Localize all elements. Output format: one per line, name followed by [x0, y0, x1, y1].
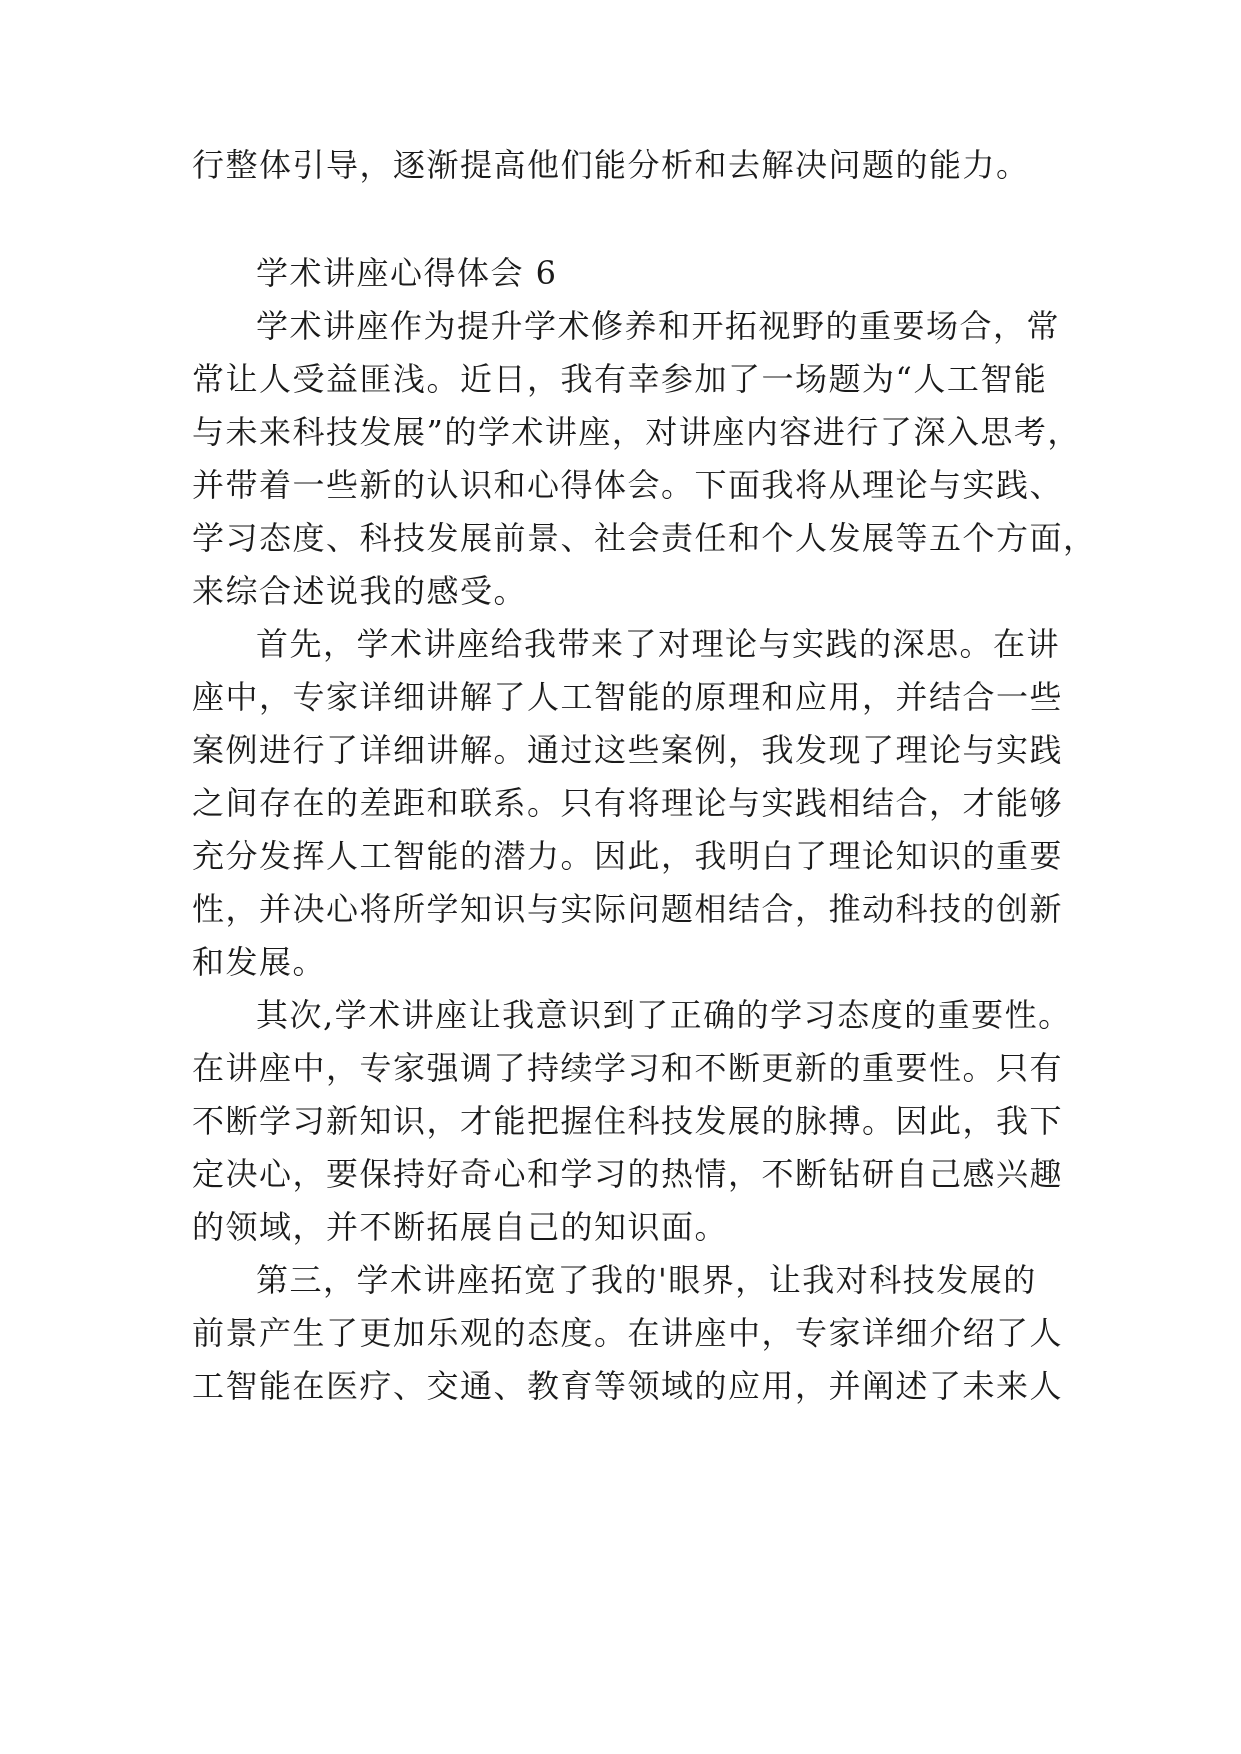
paragraph-4-line-1: 第三，学术讲座拓宽了我的'眼界，让我对科技发展的	[256, 1261, 1037, 1299]
paragraph-1-line-1: 学术讲座作为提升学术修养和开拓视野的重要场合，常	[256, 307, 1061, 345]
paragraph-1-line-6: 来综合述说我的感受。	[192, 572, 528, 610]
paragraph-3-line-4: 定决心，要保持好奇心和学习的热情，不断钻研自己感兴趣	[192, 1155, 1064, 1193]
paragraph-1-line-5: 学习态度、科技发展前景、社会责任和个人发展等五个方面，	[192, 519, 1097, 557]
paragraph-1-line-2: 常让人受益匪浅。近日，我有幸参加了一场题为“人工智能	[192, 360, 1048, 398]
paragraph-3-line-2: 在讲座中，专家强调了持续学习和不断更新的重要性。只有	[192, 1049, 1064, 1087]
paragraph-2-line-7: 和发展。	[192, 943, 327, 981]
paragraph-1-line-3: 与未来科技发展”的学术讲座，对讲座内容进行了深入思考，	[192, 413, 1081, 451]
paragraph-3-line-5: 的领域，并不断拓展自己的知识面。	[192, 1208, 729, 1246]
paragraph-3-line-3: 不断学习新知识，才能把握住科技发展的脉搏。因此，我下	[192, 1102, 1064, 1140]
paragraph-1-line-4: 并带着一些新的认识和心得体会。下面我将从理论与实践、	[192, 466, 1064, 504]
section-title: 学术讲座心得体会 6	[256, 254, 558, 292]
previous-paragraph-tail: 行整体引导，逐渐提高他们能分析和去解决问题的能力。	[192, 146, 1030, 184]
paragraph-3-line-1: 其次,学术讲座让我意识到了正确的学习态度的重要性。	[256, 996, 1072, 1034]
paragraph-2-line-6: 性，并决心将所学知识与实际问题相结合，推动科技的创新	[192, 890, 1064, 928]
paragraph-2-line-3: 案例进行了详细讲解。通过这些案例，我发现了理论与实践	[192, 731, 1064, 769]
paragraph-4-line-2: 前景产生了更加乐观的态度。在讲座中，专家详细介绍了人	[192, 1314, 1064, 1352]
paragraph-2-line-2: 座中，专家详细讲解了人工智能的原理和应用，并结合一些	[192, 678, 1064, 716]
paragraph-2-line-1: 首先，学术讲座给我带来了对理论与实践的深思。在讲	[256, 625, 1061, 663]
paragraph-2-line-5: 充分发挥人工智能的潜力。因此，我明白了理论知识的重要	[192, 837, 1064, 875]
paragraph-4-line-3: 工智能在医疗、交通、教育等领域的应用，并阐述了未来人	[192, 1367, 1064, 1405]
paragraph-2-line-4: 之间存在的差距和联系。只有将理论与实践相结合，才能够	[192, 784, 1064, 822]
